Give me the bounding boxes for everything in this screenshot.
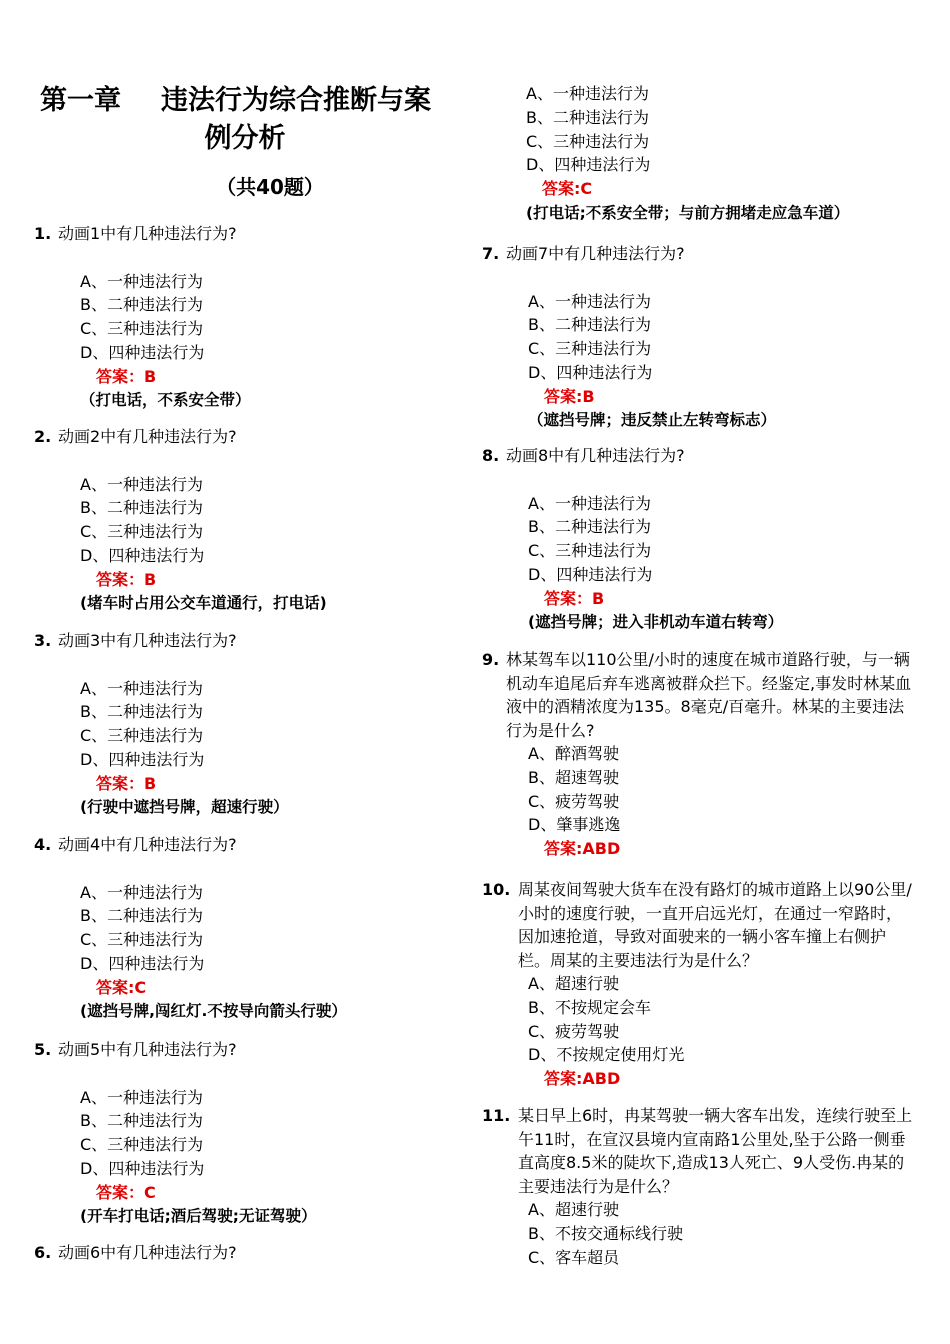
option-a: A、一种违法行为 [80, 678, 203, 698]
question-number: 8. [482, 446, 500, 465]
option-c: C、三种违法行为 [526, 131, 650, 151]
explanation: (遮挡号牌；进入非机动车道右转弯） [528, 613, 784, 632]
answer: 答案:ABD [544, 1069, 621, 1089]
option-a: A、一种违法行为 [528, 493, 651, 513]
option-c: C、三种违法行为 [80, 930, 204, 950]
question-text: 动画2中有几种违法行为? [58, 427, 237, 446]
answer: 答案:B [544, 386, 595, 406]
question-5 [34, 1038, 454, 1228]
option-d: D、四种违法行为 [526, 155, 651, 175]
answer: 答案：B [96, 366, 157, 386]
option-c: C、三种违法行为 [80, 522, 204, 542]
option-c: C、疲劳驾驶 [528, 1021, 620, 1041]
option-d: D、四种违法行为 [80, 342, 205, 362]
explanation: （打电话，不系安全带） [80, 391, 251, 410]
option-b: B、二种违法行为 [80, 702, 203, 722]
options-list [480, 82, 920, 177]
option-a: A、超速行驶 [528, 1200, 619, 1219]
question-text: 周某夜间驾驶大货车在没有路灯的城市道路上以90公里/小时的速度行驶，一直开启远光灯，在通过一窄路时，因加速抢道，导致对面驶来的一辆小客车撞上右侧护栏。周某的主要违法行为是什么？ [518, 880, 912, 970]
question-9 [482, 648, 914, 861]
option-d: D、四种违法行为 [528, 564, 653, 584]
chapter-title [30, 82, 460, 158]
chapter-name-line-1: 违法行为综合推断与案 [161, 85, 431, 116]
option-a: A、一种违法行为 [80, 474, 203, 494]
options-list [34, 677, 454, 772]
options-list [34, 1086, 454, 1181]
options-list [34, 270, 454, 365]
option-d: D、四种违法行为 [80, 749, 205, 769]
question-10 [482, 878, 914, 1091]
question-text: 动画7中有几种违法行为? [506, 244, 685, 263]
option-a: A、超速行驶 [528, 974, 619, 993]
option-a: A、一种违法行为 [526, 84, 649, 103]
question-number: 7. [482, 244, 500, 263]
option-c: C、客车超员 [528, 1247, 620, 1267]
answer: 答案:C [542, 179, 593, 199]
question-number: 6. [34, 1243, 52, 1262]
question-1 [34, 222, 454, 412]
options-list [34, 473, 454, 568]
answer: 答案:ABD [544, 839, 621, 859]
question-number: 4. [34, 835, 52, 854]
question-text: 动画5中有几种违法行为? [58, 1040, 237, 1059]
question-3 [34, 629, 454, 819]
question-text: 动画4中有几种违法行为? [58, 835, 237, 854]
question-2 [34, 425, 454, 615]
options-list [482, 742, 914, 837]
question-number: 3. [34, 631, 52, 650]
option-b: B、二种违法行为 [528, 315, 651, 335]
question-count: （共40题） [216, 175, 324, 199]
answer: 答案:C [96, 977, 147, 997]
option-b: B、不按交通标线行驶 [528, 1223, 683, 1243]
option-b: B、二种违法行为 [80, 1111, 203, 1131]
options-list [34, 881, 454, 976]
question-text: 某日早上6时，冉某驾驶一辆大客车出发，连续行驶至上午11时，在宣汉县境内宣南路1公里处,坠于公路一侧垂直高度8.5米的陡坎下,造成13人死亡、9人受伤.冉某的主要违法行为是什么？ [518, 1106, 913, 1196]
question-6 [34, 1241, 454, 1265]
explanation: (打电话;不系安全带；与前方拥堵走应急车道） [526, 203, 850, 222]
option-a: A、一种违法行为 [80, 1087, 203, 1107]
explanation: (行驶中遮挡号牌，超速行驶） [80, 798, 289, 817]
question-text: 动画1中有几种违法行为? [58, 224, 237, 243]
option-b: B、超速驾驶 [528, 767, 619, 787]
explanation: （遮挡号牌；违反禁止左转弯标志） [528, 411, 777, 430]
option-a: A、醉酒驾驶 [528, 744, 619, 763]
explanation: (遮挡号牌,闯红灯.不按导向箭头行驶） [80, 1002, 347, 1021]
option-c: C、三种违法行为 [528, 541, 652, 561]
answer: 答案：B [96, 569, 157, 589]
option-b: B、二种违法行为 [80, 906, 203, 926]
option-d: D、四种违法行为 [80, 953, 205, 973]
option-a: A、一种违法行为 [80, 882, 203, 902]
option-c: C、疲劳驾驶 [528, 791, 620, 811]
question-8 [482, 444, 922, 634]
question-11 [482, 1104, 914, 1269]
option-b: B、二种违法行为 [526, 107, 649, 127]
option-d: D、四种违法行为 [528, 362, 653, 382]
option-b: B、二种违法行为 [528, 517, 651, 537]
option-b: B、二种违法行为 [80, 295, 203, 315]
explanation: (开车打电话;酒后驾驶;无证驾驶） [80, 1207, 317, 1226]
question-number: 10. [482, 880, 511, 899]
chapter-name-line-2: 例分析 [204, 123, 286, 154]
option-d: D、不按规定使用灯光 [528, 1045, 685, 1065]
option-a: A、一种违法行为 [80, 271, 203, 291]
option-c: C、三种违法行为 [80, 1135, 204, 1155]
option-d: D、四种违法行为 [80, 1158, 205, 1178]
question-text: 动画3中有几种违法行为? [58, 631, 237, 650]
question-7 [482, 242, 922, 432]
question-number: 9. [482, 650, 500, 669]
question-number: 2. [34, 427, 52, 446]
option-b: B、不按规定会车 [528, 997, 651, 1017]
question-6-continued [480, 82, 920, 225]
question-number: 11. [482, 1106, 511, 1125]
options-list [482, 972, 914, 1067]
explanation: (堵车时占用公交车道通行，打电话) [80, 594, 327, 613]
answer: 答案：C [96, 1182, 156, 1202]
question-text: 动画6中有几种违法行为? [58, 1243, 237, 1262]
option-c: C、三种违法行为 [80, 319, 204, 339]
question-number: 1. [34, 224, 52, 243]
option-b: B、二种违法行为 [80, 498, 203, 518]
option-d: D、肇事逃逸 [528, 815, 621, 835]
options-list [482, 1198, 914, 1269]
chapter-number: 第一章 [40, 85, 121, 116]
question-text: 动画8中有几种违法行为? [506, 446, 685, 465]
question-number: 5. [34, 1040, 52, 1059]
question-4 [34, 833, 454, 1023]
option-d: D、四种违法行为 [80, 545, 205, 565]
option-c: C、三种违法行为 [528, 339, 652, 359]
options-list [482, 492, 922, 587]
answer: 答案：B [96, 773, 157, 793]
answer: 答案：B [544, 588, 605, 608]
option-c: C、三种违法行为 [80, 726, 204, 746]
question-text: 林某驾车以110公里/小时的速度在城市道路行驶，与一辆机动车追尾后弃车逃离被群众拦下。经鉴定,事发时林某血液中的酒精浓度为135。8毫克/百毫升。林某的主要违法行为是什么? [506, 650, 912, 740]
option-a: A、一种违法行为 [528, 291, 651, 311]
options-list [482, 290, 922, 385]
